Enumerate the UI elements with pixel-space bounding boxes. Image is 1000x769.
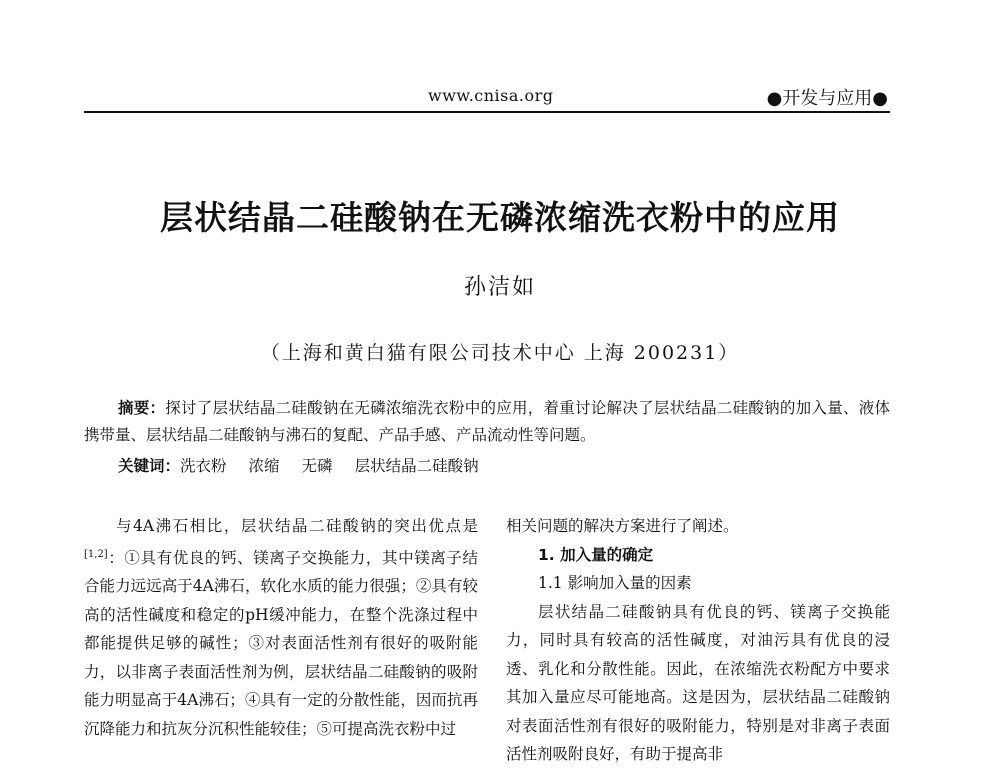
citation-ref: [1,2] (84, 548, 108, 560)
keywords-label: 关键词： (118, 457, 181, 475)
abstract-text: 探讨了层状结晶二硅酸钠在无磷浓缩洗衣粉中的应用，着重讨论解决了层状结晶二硅酸钠的加入量、液体携带量、层状结晶二硅酸钠与沸石的复配、产品手感、产品流动性等问题。 (84, 399, 890, 444)
keyword: 层状结晶二硅酸钠 (354, 457, 479, 475)
keywords (118, 454, 479, 476)
abstract (84, 395, 890, 449)
keyword: 浓缩 (248, 457, 280, 475)
body-column-right (506, 512, 890, 769)
body-column-left (84, 512, 478, 743)
body-paragraph: 层状结晶二硅酸钠具有优良的钙、镁离子交换能力，同时具有较高的活性碱度，对油污具有优良的浸透、乳化和分散性能。因此，在浓缩洗衣粉配方中要求其加入量应尽可能地高。这是因为，层状结晶二硅酸钠对表面活性剂有很好的吸附能力，特别是对非离子表面活性剂吸附良好，有助于提高非 (506, 602, 890, 763)
abstract-label: 摘要： (118, 399, 166, 417)
author-affiliation: （上海和黄白猫有限公司技术中心 上海 200231） (260, 342, 740, 364)
article-title: 层状结晶二硅酸钠在无磷浓缩洗衣粉中的应用 (160, 198, 840, 237)
section-label: ●开发与应用● (766, 88, 888, 109)
keyword: 洗衣粉 (180, 457, 227, 475)
journal-site: www.cnisa.org (428, 86, 554, 105)
section-heading: 1. 加入量的确定 (538, 545, 654, 564)
keyword: 无磷 (301, 457, 333, 475)
body-paragraph-continuation: 相关问题的解决方案进行了阐述。 (506, 517, 739, 535)
header-rule (84, 111, 890, 113)
body-paragraph: 与4A沸石相比，层状结晶二硅酸钠的突出优点是[1,2]：①具有优良的钙、镁离子交换能力，其中镁离子结合能力远远高于4A沸石，软化水质的能力很强；②具有较高的活性碱度和稳定的pH缓冲能力，在整个洗涤过程中都能提供足够的碱性；③对表面活性剂有很好的吸附能力，以非离子表面活性剂为例，层状结晶二硅酸钠的吸附能力明显高于4A沸石；④具有一定的分散性能，因而抗再沉降能力和抗灰分沉积性能较佳；⑤可提高洗衣粉中过 (84, 517, 478, 738)
subsection-heading: 1.1 影响加入量的因素 (538, 574, 692, 592)
author-name: 孙洁如 (463, 275, 536, 300)
